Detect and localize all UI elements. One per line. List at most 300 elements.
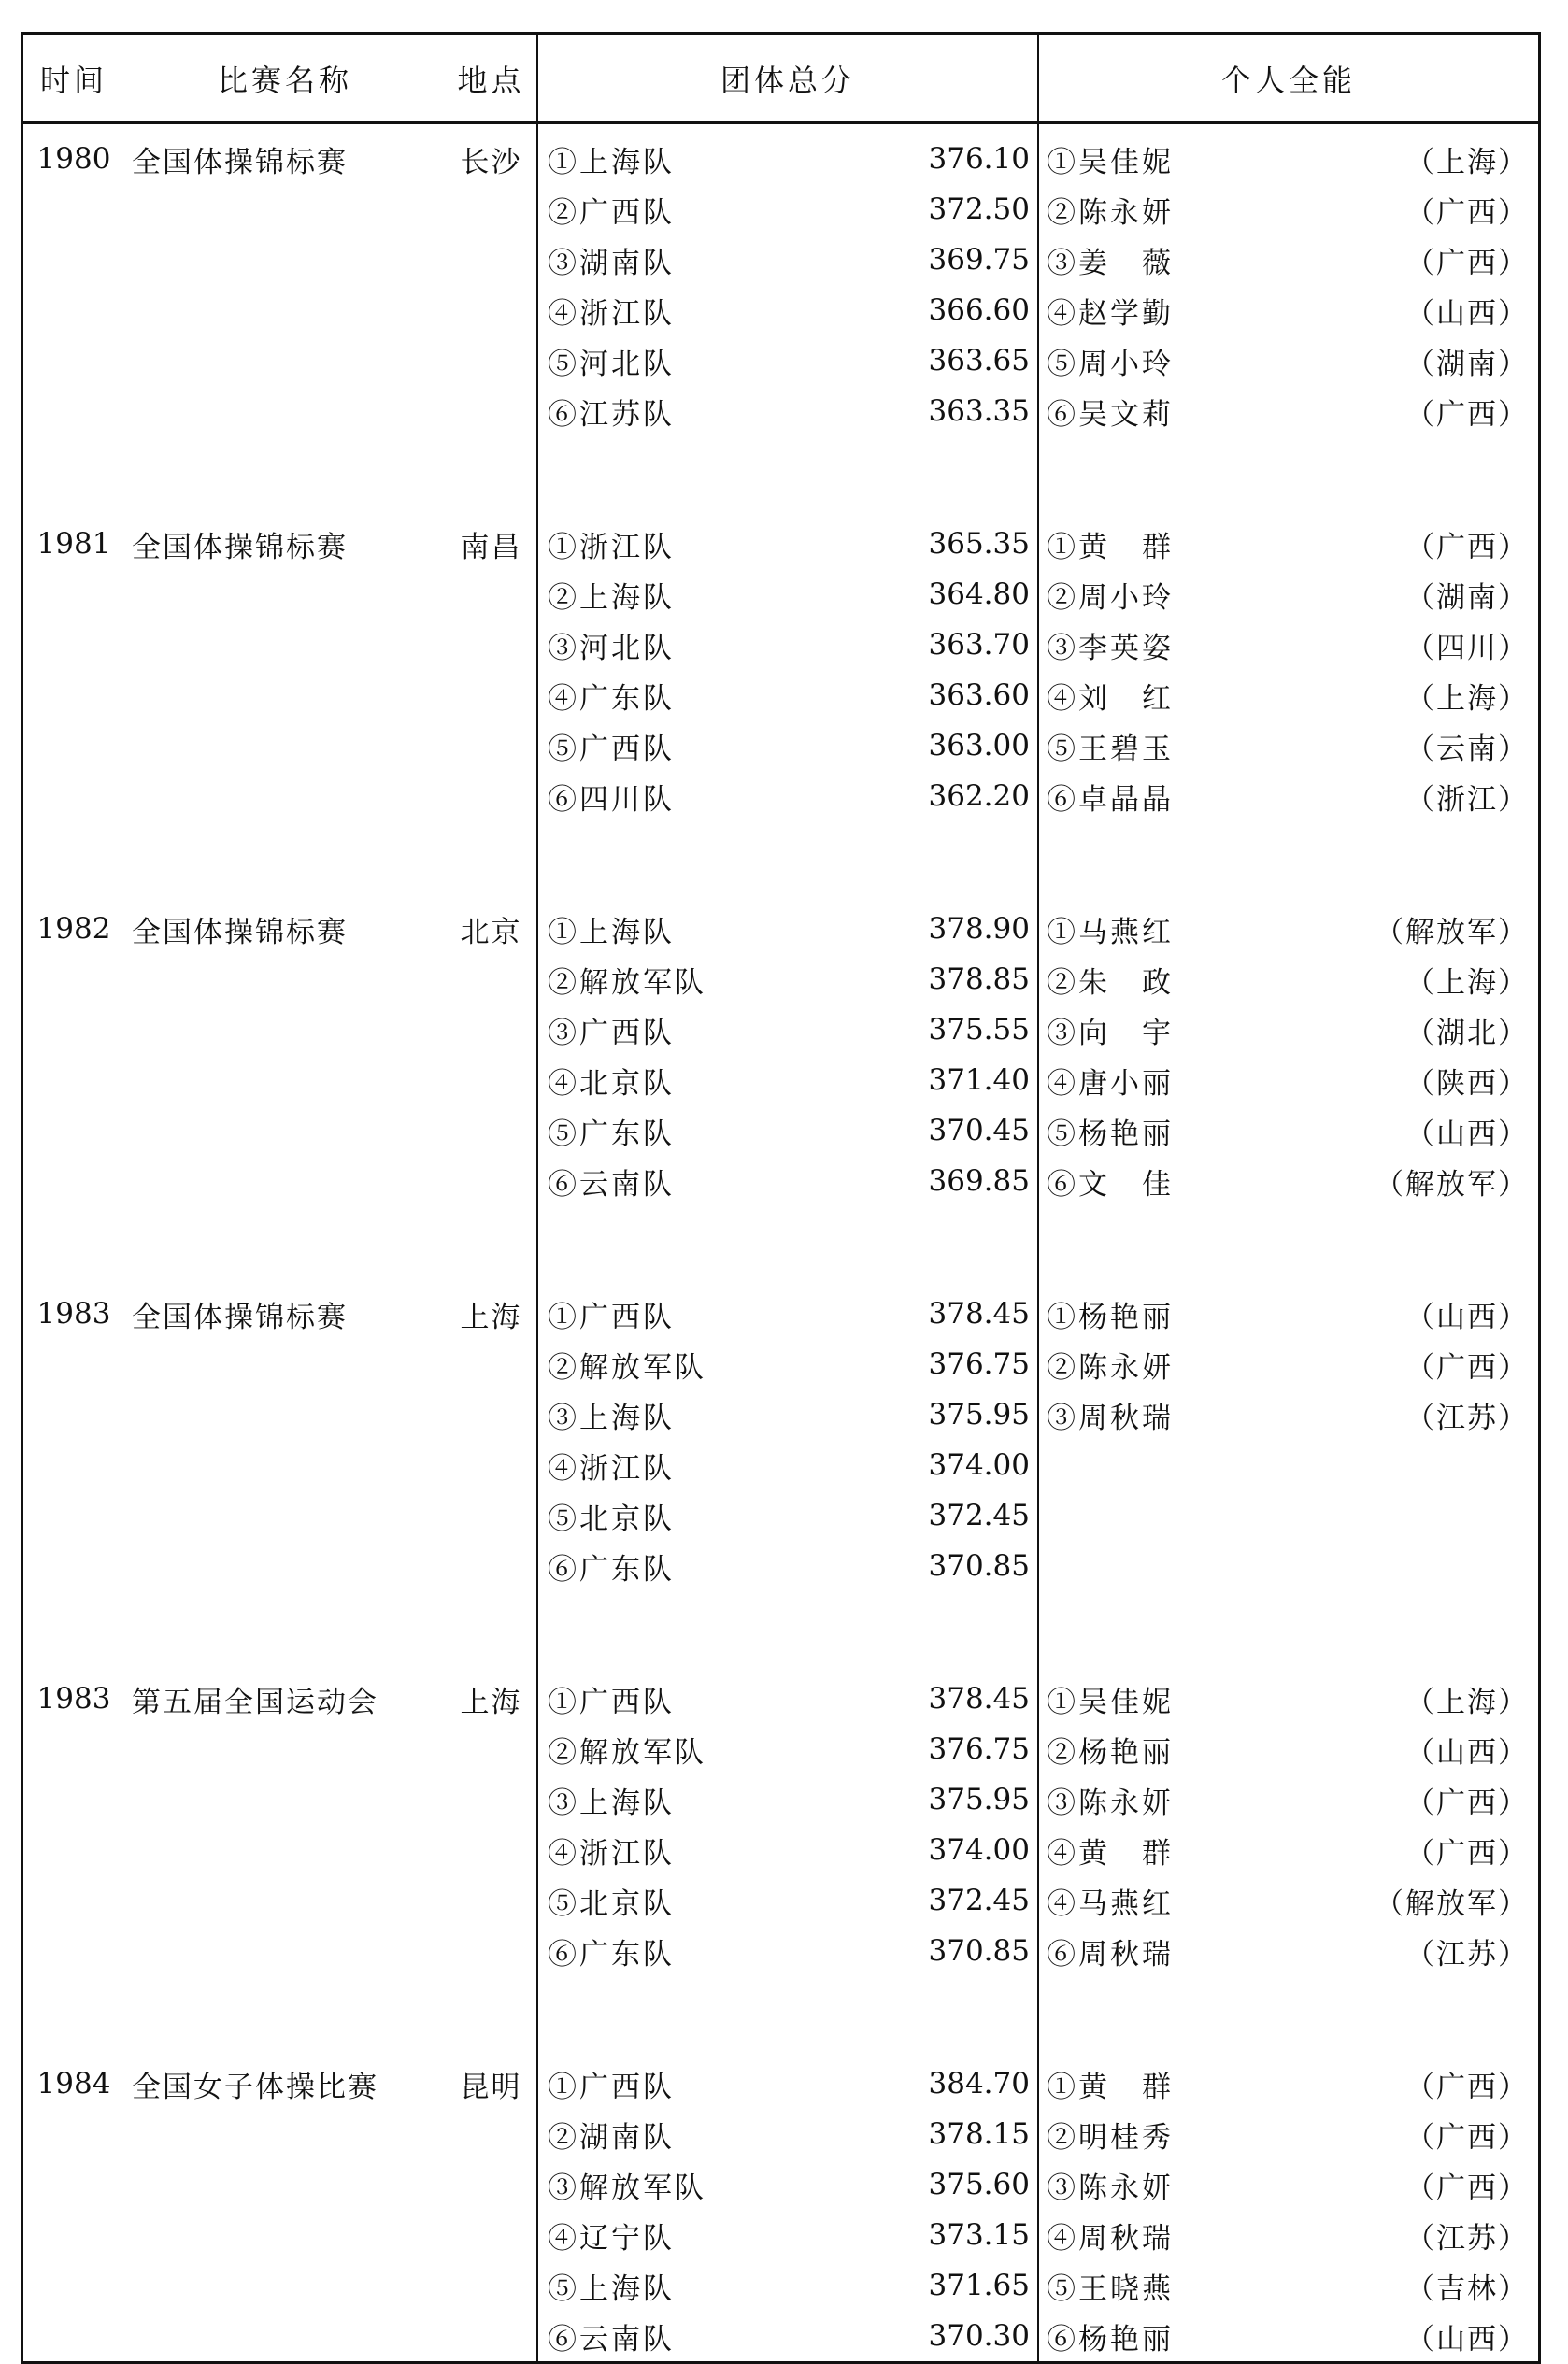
gymnast-name: ④唐小丽	[1038, 1055, 1233, 1105]
empty-cell	[446, 235, 537, 285]
event-year: 1983	[36, 1682, 111, 1716]
event-venue: 昆明	[460, 2070, 522, 2104]
team-name: ③上海队	[537, 1774, 723, 1825]
gymnast-province: （湖南）	[1405, 347, 1529, 381]
team-name: ②解放军队	[537, 954, 723, 1004]
header-time: 时间	[22, 34, 125, 123]
empty-cell	[446, 954, 537, 1004]
results-document	[21, 32, 1541, 2364]
empty-cell	[124, 1339, 446, 1389]
result-row	[22, 1875, 1540, 1926]
gymnast-province: （上海）	[1405, 1685, 1529, 1719]
gymnast-province: （吉林）	[1405, 2271, 1529, 2306]
team-name: ⑥云南队	[537, 1156, 723, 1206]
team-score: 364.80	[928, 577, 1030, 611]
event-name: 全国女子体操比赛	[132, 2070, 378, 2104]
gymnast-name: ②周小玲	[1038, 569, 1233, 619]
empty-cell	[124, 954, 446, 1004]
team-name: ①浙江队	[537, 519, 723, 569]
empty-cell	[22, 1774, 125, 1825]
results-body	[22, 123, 1540, 2363]
empty-cell	[124, 670, 446, 720]
team-score: 372.45	[928, 1499, 1030, 1532]
event-year: 1980	[36, 142, 111, 176]
empty-cell	[124, 2210, 446, 2260]
gymnast-name: ⑤周小玲	[1038, 335, 1233, 386]
empty-cell	[446, 1440, 537, 1490]
gymnast-name: ②陈永妍	[1038, 1339, 1233, 1389]
team-score: 373.15	[928, 2218, 1030, 2252]
gymnast-province: （山西）	[1405, 2322, 1529, 2357]
gymnast-name: ②朱 政	[1038, 954, 1233, 1004]
gymnast-name: ⑥周秋瑞	[1038, 1926, 1233, 1976]
gymnast-province: （广西）	[1405, 397, 1529, 432]
empty-cell	[446, 1156, 537, 1206]
empty-cell	[124, 2260, 446, 2311]
empty-cell	[22, 771, 125, 821]
team-score: 374.00	[928, 1448, 1030, 1482]
gymnast-name: ④赵学勤	[1038, 285, 1233, 335]
team-score: 378.15	[928, 2117, 1030, 2151]
empty-cell	[446, 1541, 537, 1591]
gymnast-province: （江苏）	[1405, 1937, 1529, 1972]
empty-cell	[446, 720, 537, 771]
empty-cell	[446, 569, 537, 619]
gymnast-name: ②杨艳丽	[1038, 1724, 1233, 1774]
empty-cell	[22, 954, 125, 1004]
result-row	[22, 1289, 1540, 1339]
event-name: 全国体操锦标赛	[132, 915, 348, 949]
team-score: 372.45	[928, 1884, 1030, 1917]
gymnast-province: （山西）	[1405, 1300, 1529, 1334]
event-year: 1982	[36, 912, 111, 946]
team-score: 369.75	[928, 243, 1030, 277]
empty-cell	[124, 335, 446, 386]
empty-cell	[446, 670, 537, 720]
team-score: 365.35	[928, 527, 1030, 561]
result-row	[22, 335, 1540, 386]
result-row	[22, 904, 1540, 954]
event-spacer	[22, 1206, 1540, 1289]
gymnast-province: （山西）	[1405, 1117, 1529, 1151]
team-name: ④浙江队	[537, 285, 723, 335]
result-row	[22, 1389, 1540, 1440]
gymnast-province: （上海）	[1405, 145, 1529, 179]
gymnast-province: （广西）	[1405, 1786, 1529, 1820]
empty-cell	[22, 619, 125, 670]
gymnast-province: （湖南）	[1405, 580, 1529, 615]
empty-cell	[22, 1055, 125, 1105]
result-row	[22, 569, 1540, 619]
gymnast-name: ③向 宇	[1038, 1004, 1233, 1055]
empty-cell	[446, 1055, 537, 1105]
result-row	[22, 1339, 1540, 1389]
empty-cell	[446, 1389, 537, 1440]
team-name: ①上海队	[537, 134, 723, 184]
empty-cell	[446, 335, 537, 386]
gymnast-province	[1233, 1541, 1540, 1591]
empty-cell	[22, 1825, 125, 1875]
team-name: ③河北队	[537, 619, 723, 670]
gymnast-name: ⑥吴文莉	[1038, 386, 1233, 436]
result-row	[22, 519, 1540, 569]
empty-cell	[124, 2311, 446, 2363]
empty-cell	[124, 285, 446, 335]
team-name: ①广西队	[537, 2058, 723, 2109]
result-row	[22, 1440, 1540, 1490]
gymnast-province	[1233, 1440, 1540, 1490]
result-row	[22, 1055, 1540, 1105]
empty-cell	[124, 184, 446, 235]
gymnast-province: （山西）	[1405, 296, 1529, 331]
gymnast-province: （广西）	[1405, 2070, 1529, 2104]
gymnast-name: ①吴佳妮	[1038, 134, 1233, 184]
team-name: ②湖南队	[537, 2109, 723, 2159]
empty-cell	[446, 1004, 537, 1055]
empty-cell	[22, 569, 125, 619]
empty-cell	[124, 1926, 446, 1976]
empty-cell	[22, 1339, 125, 1389]
event-name: 全国体操锦标赛	[132, 145, 348, 179]
empty-cell	[22, 2109, 125, 2159]
empty-cell	[22, 670, 125, 720]
header-row	[22, 34, 1540, 123]
result-row	[22, 720, 1540, 771]
empty-cell	[446, 2159, 537, 2210]
gymnast-name: ③陈永妍	[1038, 2159, 1233, 2210]
event-spacer	[22, 436, 1540, 519]
event-spacer	[22, 821, 1540, 904]
result-row	[22, 1156, 1540, 1206]
empty-cell	[22, 2260, 125, 2311]
team-score: 370.45	[928, 1114, 1030, 1147]
empty-cell	[124, 1440, 446, 1490]
empty-cell	[22, 2311, 125, 2363]
team-score: 372.50	[928, 192, 1030, 226]
empty-cell	[446, 1825, 537, 1875]
header-venue: 地点	[446, 34, 537, 123]
empty-cell	[22, 386, 125, 436]
gymnast-province: （陕西）	[1405, 1066, 1529, 1101]
empty-cell	[124, 1389, 446, 1440]
empty-cell	[22, 1105, 125, 1156]
empty-cell	[22, 1926, 125, 1976]
result-row	[22, 771, 1540, 821]
team-score: 362.20	[928, 779, 1030, 813]
team-score: 363.00	[928, 729, 1030, 762]
empty-cell	[124, 2109, 446, 2159]
team-name: ③上海队	[537, 1389, 723, 1440]
empty-cell	[124, 2159, 446, 2210]
gymnast-name: ④黄 群	[1038, 1825, 1233, 1875]
empty-cell	[22, 1440, 125, 1490]
result-row	[22, 1825, 1540, 1875]
empty-cell	[124, 1825, 446, 1875]
event-spacer	[22, 1591, 1540, 1673]
team-name: ④广东队	[537, 670, 723, 720]
results-table	[21, 32, 1541, 2364]
team-name: ⑤广西队	[537, 720, 723, 771]
team-name: ③湖南队	[537, 235, 723, 285]
event-spacer	[22, 1976, 1540, 2058]
gymnast-name: ④刘 红	[1038, 670, 1233, 720]
team-score: 375.55	[928, 1013, 1030, 1047]
gymnast-province: （广西）	[1405, 246, 1529, 280]
result-row	[22, 1004, 1540, 1055]
empty-cell	[446, 2109, 537, 2159]
team-name: ③解放军队	[537, 2159, 723, 2210]
empty-cell	[446, 1724, 537, 1774]
team-score: 371.65	[928, 2269, 1030, 2302]
team-score: 384.70	[928, 2067, 1030, 2101]
team-score: 366.60	[928, 293, 1030, 327]
result-row	[22, 184, 1540, 235]
result-row	[22, 134, 1540, 184]
result-row	[22, 2210, 1540, 2260]
team-score: 376.75	[928, 1732, 1030, 1766]
team-name: ①上海队	[537, 904, 723, 954]
gymnast-name: ⑤王晓燕	[1038, 2260, 1233, 2311]
empty-cell	[124, 235, 446, 285]
result-row	[22, 1774, 1540, 1825]
team-score: 378.45	[928, 1297, 1030, 1331]
gymnast-name: ⑥杨艳丽	[1038, 2311, 1233, 2363]
empty-cell	[22, 1389, 125, 1440]
empty-cell	[22, 1490, 125, 1541]
result-row	[22, 1724, 1540, 1774]
empty-cell	[446, 2210, 537, 2260]
result-row	[22, 386, 1540, 436]
gymnast-province: （浙江）	[1405, 782, 1529, 817]
empty-cell	[446, 771, 537, 821]
header-individual-allround: 个人全能	[1038, 34, 1540, 123]
gymnast-name: ①黄 群	[1038, 2058, 1233, 2109]
empty-cell	[22, 1875, 125, 1926]
team-name: ⑤广东队	[537, 1105, 723, 1156]
event-name: 全国体操锦标赛	[132, 1300, 348, 1334]
team-name: ⑥江苏队	[537, 386, 723, 436]
team-score: 363.65	[928, 344, 1030, 377]
gymnast-name: ③李英姿	[1038, 619, 1233, 670]
event-venue: 长沙	[460, 145, 522, 179]
gymnast-province: （解放军）	[1375, 915, 1529, 949]
gymnast-province: （上海）	[1405, 681, 1529, 716]
gymnast-province: （江苏）	[1405, 2221, 1529, 2256]
team-name: ⑤河北队	[537, 335, 723, 386]
gymnast-province	[1233, 1490, 1540, 1541]
event-year: 1981	[36, 527, 111, 561]
result-row	[22, 670, 1540, 720]
result-row	[22, 1490, 1540, 1541]
gymnast-name: ②明桂秀	[1038, 2109, 1233, 2159]
gymnast-province: （湖北）	[1405, 1016, 1529, 1050]
empty-cell	[22, 335, 125, 386]
gymnast-province: （广西）	[1405, 2171, 1529, 2205]
empty-cell	[22, 2159, 125, 2210]
team-name: ②上海队	[537, 569, 723, 619]
gymnast-province: （广西）	[1405, 530, 1529, 564]
gymnast-province: （解放军）	[1375, 1887, 1529, 1921]
result-row	[22, 235, 1540, 285]
event-year: 1984	[36, 2067, 111, 2101]
empty-cell	[124, 1004, 446, 1055]
empty-cell	[124, 1774, 446, 1825]
gymnast-name: ④马燕红	[1038, 1875, 1233, 1926]
empty-cell	[446, 184, 537, 235]
result-row	[22, 1541, 1540, 1591]
empty-cell	[446, 2260, 537, 2311]
gymnast-name	[1038, 1440, 1233, 1490]
result-row	[22, 1105, 1540, 1156]
team-score: 375.95	[928, 1783, 1030, 1816]
gymnast-name: ⑤杨艳丽	[1038, 1105, 1233, 1156]
gymnast-province: （四川）	[1405, 631, 1529, 665]
gymnast-name: ①黄 群	[1038, 519, 1233, 569]
header-competition: 比赛名称	[124, 34, 446, 123]
team-score: 378.45	[928, 1682, 1030, 1716]
empty-cell	[446, 1105, 537, 1156]
result-row	[22, 2159, 1540, 2210]
empty-cell	[124, 720, 446, 771]
empty-cell	[124, 1490, 446, 1541]
empty-cell	[22, 1156, 125, 1206]
team-name: ⑤北京队	[537, 1875, 723, 1926]
event-venue: 上海	[460, 1300, 522, 1334]
event-name: 全国体操锦标赛	[132, 530, 348, 564]
gymnast-name: ③陈永妍	[1038, 1774, 1233, 1825]
empty-cell	[22, 2210, 125, 2260]
empty-cell	[124, 569, 446, 619]
empty-cell	[22, 720, 125, 771]
gymnast-name: ①杨艳丽	[1038, 1289, 1233, 1339]
event-venue: 南昌	[460, 530, 522, 564]
team-score: 371.40	[928, 1063, 1030, 1097]
team-score: 378.90	[928, 912, 1030, 946]
team-name: ①广西队	[537, 1289, 723, 1339]
team-score: 375.95	[928, 1398, 1030, 1431]
team-name: ④浙江队	[537, 1825, 723, 1875]
empty-cell	[124, 771, 446, 821]
result-row	[22, 1926, 1540, 1976]
gymnast-name: ③周秋瑞	[1038, 1389, 1233, 1440]
gymnast-province: （广西）	[1405, 1350, 1529, 1385]
team-name: ⑤北京队	[537, 1490, 723, 1541]
gymnast-name: ②陈永妍	[1038, 184, 1233, 235]
team-name: ⑥四川队	[537, 771, 723, 821]
gymnast-province: （上海）	[1405, 965, 1529, 1000]
team-name: ⑤上海队	[537, 2260, 723, 2311]
team-name: ④浙江队	[537, 1440, 723, 1490]
empty-cell	[22, 184, 125, 235]
gymnast-province: （山西）	[1405, 1735, 1529, 1770]
empty-cell	[22, 1004, 125, 1055]
empty-cell	[446, 619, 537, 670]
team-name: ⑥广东队	[537, 1926, 723, 1976]
empty-cell	[22, 285, 125, 335]
gymnast-name: ⑤王碧玉	[1038, 720, 1233, 771]
team-score: 369.85	[928, 1164, 1030, 1198]
team-name: ②解放军队	[537, 1339, 723, 1389]
gymnast-province: （江苏）	[1405, 1401, 1529, 1435]
team-score: 363.60	[928, 678, 1030, 712]
result-row	[22, 954, 1540, 1004]
result-row	[22, 1673, 1540, 1724]
team-name: ②解放军队	[537, 1724, 723, 1774]
empty-cell	[22, 1541, 125, 1591]
gymnast-name	[1038, 1490, 1233, 1541]
team-name: ④北京队	[537, 1055, 723, 1105]
team-name: ③广西队	[537, 1004, 723, 1055]
empty-cell	[124, 386, 446, 436]
event-name: 第五届全国运动会	[132, 1685, 378, 1719]
empty-cell	[446, 1926, 537, 1976]
team-name: ②广西队	[537, 184, 723, 235]
team-score: 376.10	[928, 142, 1030, 176]
gymnast-name: ④周秋瑞	[1038, 2210, 1233, 2260]
event-year: 1983	[36, 1297, 111, 1331]
empty-cell	[124, 1105, 446, 1156]
event-venue: 北京	[460, 915, 522, 949]
result-row	[22, 2260, 1540, 2311]
team-score: 374.00	[928, 1833, 1030, 1867]
team-score: 363.35	[928, 394, 1030, 428]
gymnast-province: （云南）	[1405, 732, 1529, 766]
event-venue: 上海	[460, 1685, 522, 1719]
result-row	[22, 2311, 1540, 2363]
empty-cell	[124, 1055, 446, 1105]
result-row	[22, 2109, 1540, 2159]
empty-cell	[446, 386, 537, 436]
gymnast-name: ①吴佳妮	[1038, 1673, 1233, 1724]
team-score: 375.60	[928, 2168, 1030, 2201]
empty-cell	[446, 1339, 537, 1389]
team-name: ④辽宁队	[537, 2210, 723, 2260]
team-name: ⑥广东队	[537, 1541, 723, 1591]
team-score: 370.85	[928, 1934, 1030, 1968]
team-score: 370.85	[928, 1549, 1030, 1583]
empty-cell	[446, 1774, 537, 1825]
team-score: 370.30	[928, 2319, 1030, 2353]
team-name: ⑥云南队	[537, 2311, 723, 2363]
empty-cell	[446, 285, 537, 335]
gymnast-name: ⑥文 佳	[1038, 1156, 1233, 1206]
gymnast-name	[1038, 1541, 1233, 1591]
empty-cell	[446, 2311, 537, 2363]
gymnast-province: （广西）	[1405, 1836, 1529, 1871]
team-score: 363.70	[928, 628, 1030, 662]
team-score: 378.85	[928, 962, 1030, 996]
empty-cell	[124, 1156, 446, 1206]
result-row	[22, 285, 1540, 335]
empty-cell	[124, 1875, 446, 1926]
gymnast-name: ③姜 薇	[1038, 235, 1233, 285]
result-row	[22, 619, 1540, 670]
empty-cell	[446, 1490, 537, 1541]
header-team-total: 团体总分	[537, 34, 1038, 123]
empty-cell	[124, 1724, 446, 1774]
empty-cell	[22, 235, 125, 285]
team-score: 376.75	[928, 1347, 1030, 1381]
event-spacer	[22, 123, 1540, 135]
empty-cell	[124, 619, 446, 670]
result-row	[22, 2058, 1540, 2109]
team-name: ①广西队	[537, 1673, 723, 1724]
empty-cell	[124, 1541, 446, 1591]
empty-cell	[446, 1875, 537, 1926]
gymnast-province: （广西）	[1405, 195, 1529, 230]
gymnast-name: ①马燕红	[1038, 904, 1233, 954]
gymnast-province: （广西）	[1405, 2120, 1529, 2155]
